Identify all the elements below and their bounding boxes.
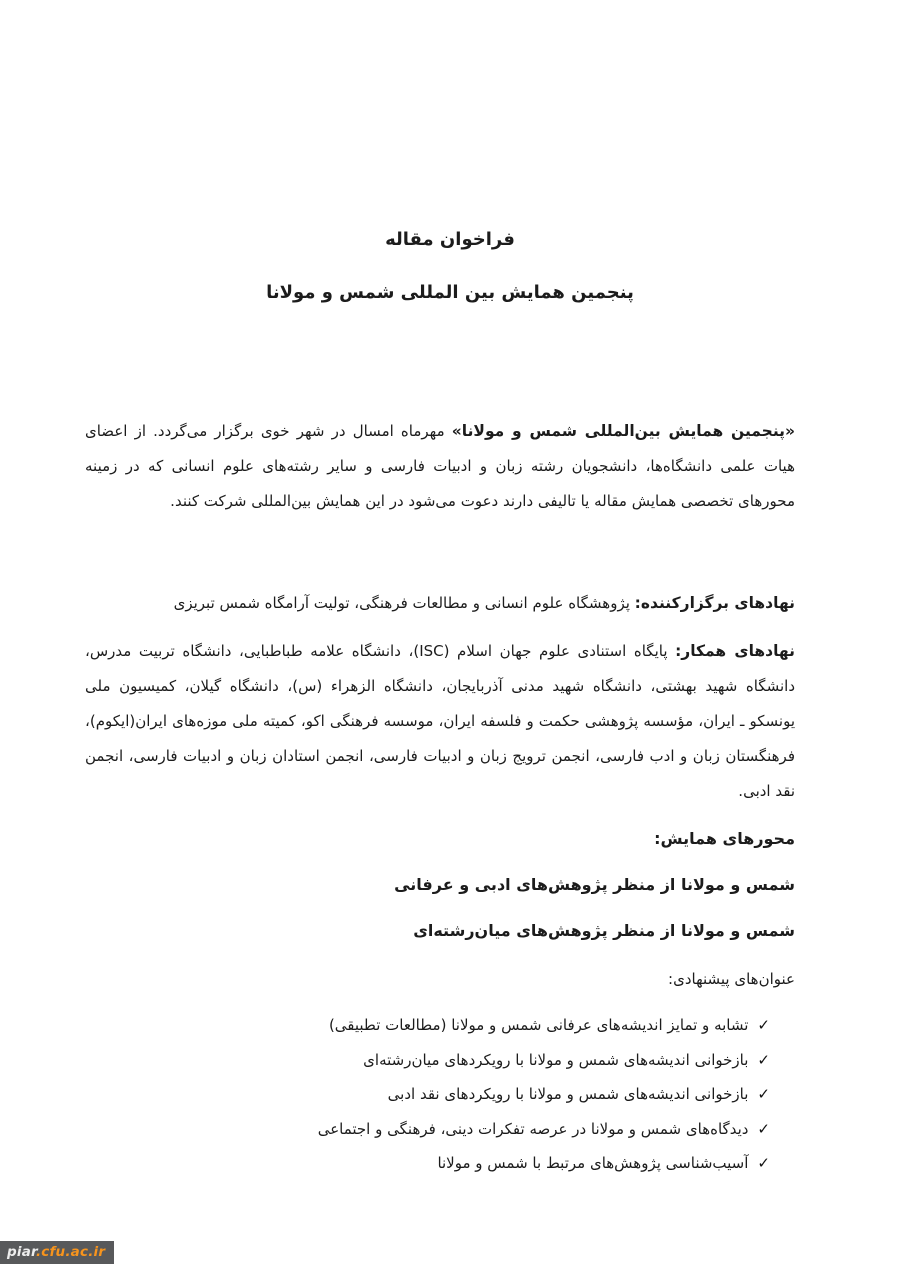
partners-paragraph: [85, 634, 795, 809]
checkmark-icon: ✓: [757, 1154, 770, 1173]
site-watermark-badge: [0, 1241, 114, 1264]
partners-label: نهادهای همکار:: [675, 642, 795, 660]
list-item: [85, 1146, 770, 1181]
intro-paragraph: [85, 414, 795, 519]
page-subtitle: پنجمین همایش بین المللی شمس و مولانا: [266, 282, 634, 303]
list-item: [85, 1077, 770, 1112]
list-item-text: بازخوانی اندیشه‌های شمس و مولانا با رویکردهای میان‌رشته‌ای: [363, 1050, 749, 1069]
partners-value: پایگاه استنادی علوم جهان اسلام (ISC)، دانشگاه علامه طباطبایی، دانشگاه تربیت مدرس، دانشگاه شهید بهشتی، دانشگاه شهید مدنی آذربایجان، دانشگاه الزهراء (س)، دانشگاه گیلان، کمیسیون ملی یونسکو ـ ایران، مؤسسه پژوهشی حکمت و فلسفه ایران، موسسه فرهنگی اکو، کمیته ملی موزه‌های ایران(ایکوم)، فرهنگستان زبان و ادب فارسی، انجمن ترویج زبان و ادبیات فارسی، انجمن استادان زبان و ادبیات فارسی، انجمن نقد ادبی.: [85, 642, 795, 800]
checkmark-icon: ✓: [757, 1016, 770, 1034]
suggested-topics-heading: عنوان‌های پیشنهادی:: [668, 970, 795, 988]
organizers-line: [85, 586, 795, 621]
organizers-value: پژوهشگاه علوم انسانی و مطالعات فرهنگی، تولیت آرامگاه شمس تبریزی: [173, 594, 635, 612]
themes-heading: محورهای همایش:: [654, 829, 795, 848]
watermark-domain: .cfu.ac.ir: [35, 1244, 106, 1260]
intro-body-text: مهرماه امسال در شهر خوی برگزار می‌گردد. از اعضای هیات علمی دانشگاه‌ها، دانشجویان رشته زبان و ادبیات فارسی و سایر رشته‌های علوم انسانی که در زمینه محورهای تخصصی همایش مقاله یا تالیفی دارند دعوت می‌شود در این همایش بین‌المللی شرکت کنند.: [85, 422, 795, 510]
list-item: [85, 1043, 770, 1078]
list-item-text: دیدگاه‌های شمس و مولانا در عرصه تفکرات دینی، فرهنگی و اجتماعی: [317, 1119, 749, 1138]
list-item-text: بازخوانی اندیشه‌های شمس و مولانا با رویکردهای نقد ادبی: [387, 1085, 749, 1104]
list-item-text: تشابه و تمایز اندیشه‌های عرفانی شمس و مولانا (مطالعات تطبیقی): [328, 1016, 749, 1034]
theme-item-1: شمس و مولانا از منظر پژوهش‌های ادبی و عرفانی: [394, 875, 795, 894]
suggested-topics-list: [85, 1008, 770, 1181]
checkmark-icon: ✓: [757, 1085, 770, 1104]
theme-item-2: شمس و مولانا از منظر پژوهش‌های میان‌رشته‌ای: [413, 921, 795, 940]
page-title: فراخوان مقاله: [385, 229, 515, 250]
checkmark-icon: ✓: [757, 1050, 770, 1069]
watermark-site-name: piar: [7, 1244, 36, 1260]
checkmark-icon: ✓: [757, 1119, 770, 1138]
list-item: [85, 1112, 770, 1147]
list-item-text: آسیب‌شناسی پژوهش‌های مرتبط با شمس و مولانا: [437, 1154, 749, 1173]
list-item: [85, 1008, 770, 1043]
organizers-label: نهادهای برگزارکننده:: [634, 594, 795, 612]
intro-lead-bold: «پنجمین همایش بین‌المللی شمس و مولانا»: [451, 422, 795, 440]
